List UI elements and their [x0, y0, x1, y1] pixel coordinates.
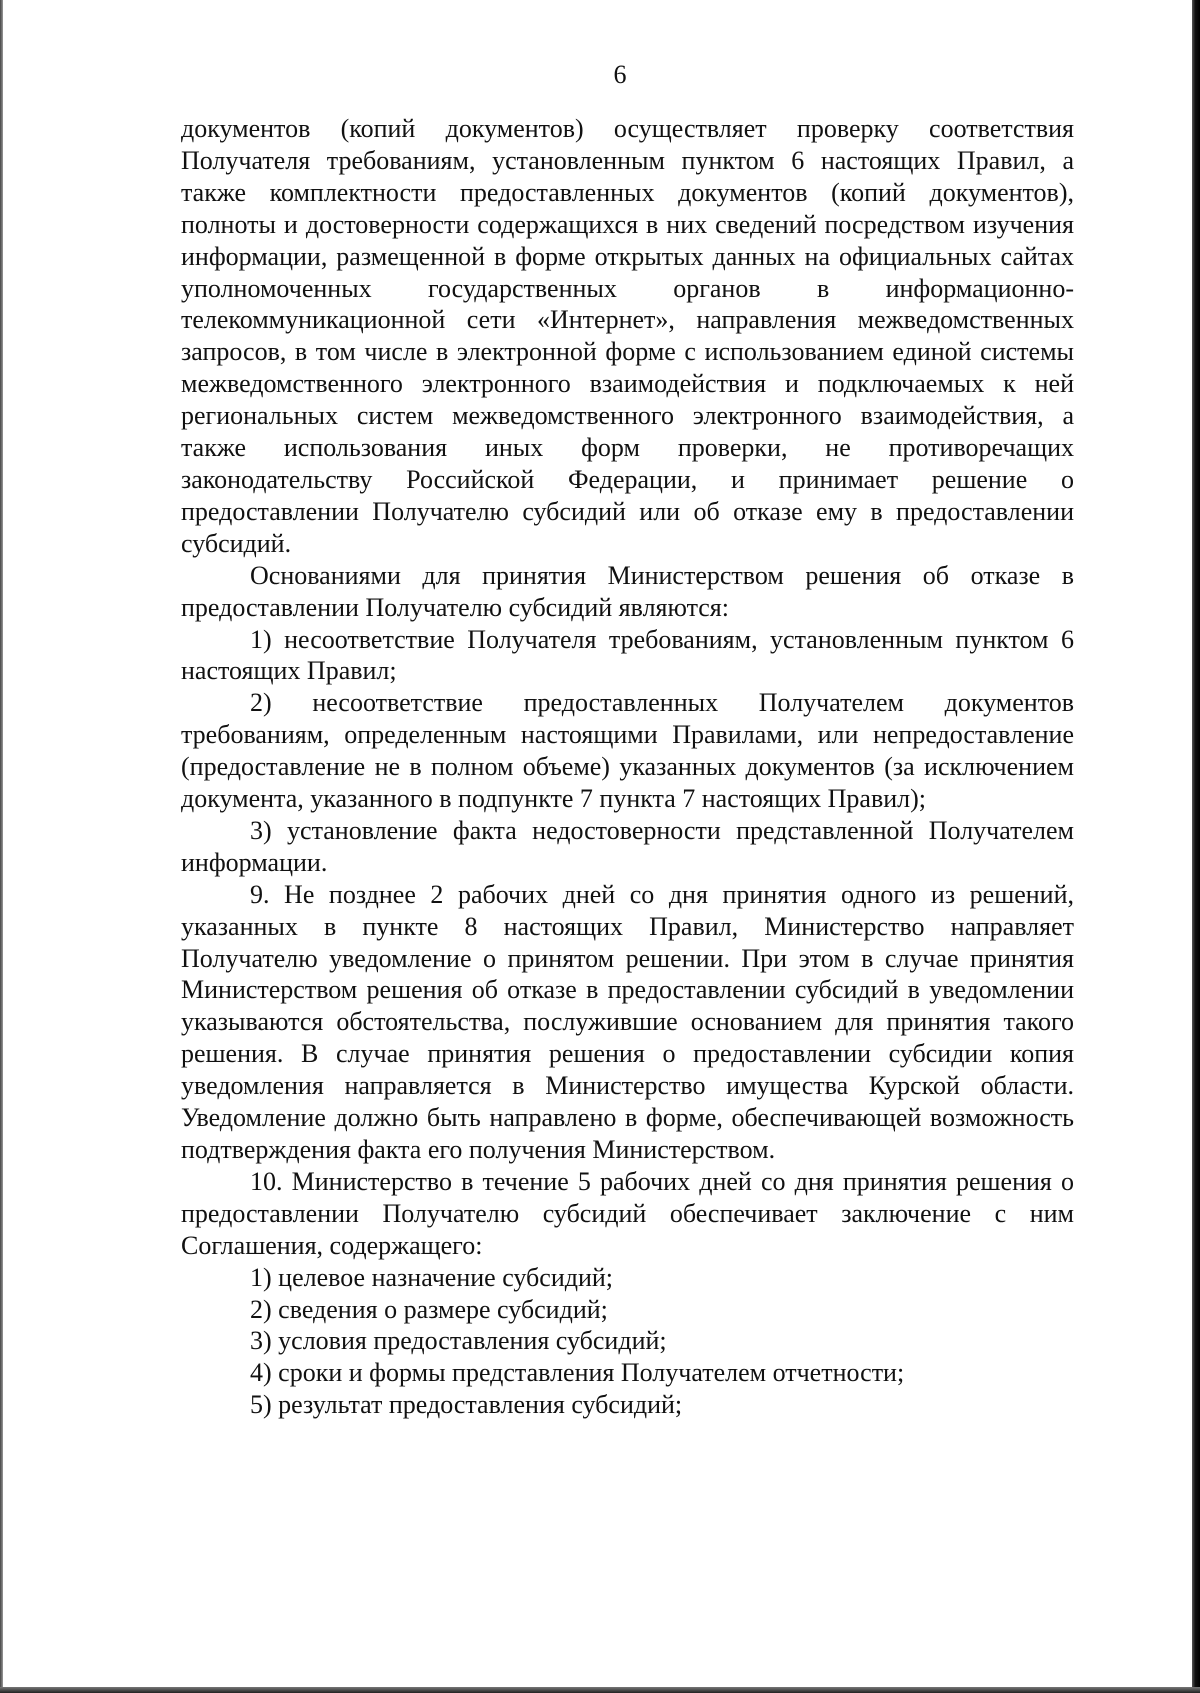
scan-edge-bottom: [0, 1687, 1200, 1693]
list-item-agreement-1: 1) целевое назначение субсидий;: [250, 1262, 614, 1292]
paragraph-clause-9: 9. Не позднее 2 рабочих дней со дня принятия одного из решений, указанных в пункте 8 настоящих Правил, Министерство направляет Получателю уведомление о принятом решении. При этом в случае принятия Министерством решения об отказе в предоставлении субсидий в уведомлении указываются обстоятельства, послужившие основанием для принятия такого решения. В случае принятия решения о предоставлении субсидии копия уведомления направляется в Министерство имущества Курской области. Уведомление должно быть направлено в форме, обеспечивающей возможность подтверждения факта его получения Министерством.: [181, 879, 1074, 1164]
scan-edge-left: [0, 0, 3, 1693]
list-item-agreement-4: 4) сроки и формы представления Получателем отчетности;: [250, 1358, 905, 1388]
paragraph-refusal-grounds: Основаниями для принятия Министерством решения об отказе в предоставлении Получателю субсидий являются:: [181, 560, 1074, 622]
paragraph-clause-10: 10. Министерство в течение 5 рабочих дней со дня принятия решения о предоставлении Получателю субсидий обеспечивает заключение с ним Соглашения, содержащего:: [181, 1166, 1074, 1260]
document-body: [181, 113, 1074, 1421]
paragraph-continuation: документов (копий документов) осуществляет проверку соответствия Получателя требованиям, установленным пунктом 6 настоящих Правил, а также комплектности предоставленных документов (копий документов), полноты и достоверности содержащихся в них сведений посредством изучения информации, размещенной в форме открытых данных на официальных сайтах уполномоченных государственных органов в информационно-телекоммуникационной сети «Интернет», направления межведомственных запросов, в том числе в электронной форме с использованием единой системы межведомственного электронного взаимодействия и подключаемых к ней региональных систем межведомственного электронного взаимодействия, а также использования иных форм проверки, не противоречащих законодательству Российской Федерации, и принимает решение о предоставлении Получателю субсидий или об отказе ему в предоставлении субсидий.: [181, 114, 1074, 558]
page-number: 6: [613, 60, 627, 89]
list-item-agreement-2: 2) сведения о размере субсидий;: [250, 1294, 608, 1324]
list-item-refusal-1: 1) несоответствие Получателя требованиям, установленным пунктом 6 настоящих Правил;: [181, 624, 1074, 686]
list-item-refusal-2: 2) несоответствие предоставленных Получателем документов требованиям, определенным настоящими Правилами, или непредоставление (предоставление не в полном объеме) указанных документов (за исключением документа, указанного в подпункте 7 пункта 7 настоящих Правил);: [181, 688, 1074, 814]
scan-edge-right: [1192, 0, 1200, 1693]
list-item-refusal-3: 3) установление факта недостоверности представленной Получателем информации.: [181, 815, 1074, 877]
list-item-agreement-5: 5) результат предоставления субсидий;: [250, 1390, 683, 1420]
list-item-agreement-3: 3) условия предоставления субсидий;: [250, 1326, 667, 1356]
